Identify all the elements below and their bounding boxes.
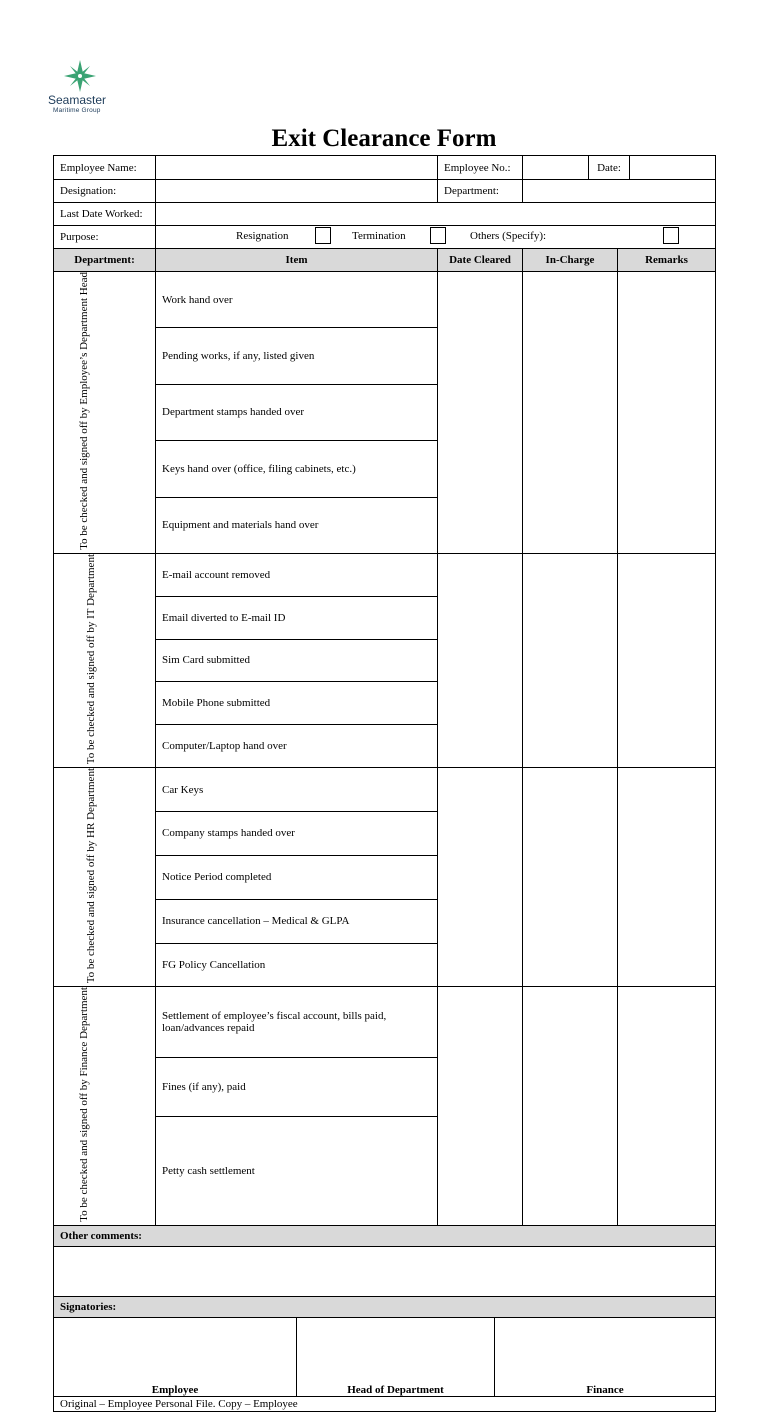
item-row: Equipment and materials hand over (156, 497, 438, 553)
item-row: Pending works, if any, listed given (156, 328, 438, 384)
logo-name: Seamaster (48, 93, 107, 107)
purpose-options (156, 226, 716, 249)
employee-signature-label: Employee (151, 1384, 199, 1397)
date-cleared-cell[interactable] (438, 768, 523, 987)
last-date-worked-label: Last Date Worked: (54, 203, 156, 226)
section-dept-head-label: To be checked and signed off by Employee’s Department Head (54, 272, 156, 554)
item-row: Insurance cancellation – Medical & GLPA (156, 899, 438, 943)
in-charge-cell[interactable] (523, 553, 618, 767)
date-cleared-cell[interactable] (438, 272, 523, 554)
item-row: Work hand over (156, 272, 438, 328)
department-field[interactable] (523, 180, 716, 203)
other-comments-field[interactable] (54, 1247, 716, 1297)
item-row: FG Policy Cancellation (156, 943, 438, 987)
section-finance-label: To be checked and signed off by Finance Department (54, 987, 156, 1226)
purpose-label: Purpose: (54, 226, 156, 249)
item-row: Settlement of employee’s fiscal account, bills paid, loan/advances repaid (156, 987, 438, 1057)
item-row: E-mail account removed (156, 553, 438, 596)
other-comments-header: Other comments: (54, 1226, 716, 1247)
head-signature-label: Head of Department (347, 1384, 444, 1397)
others-label: Others (Specify): (470, 230, 547, 242)
employee-name-field[interactable] (156, 156, 438, 180)
head-signature[interactable] (297, 1318, 495, 1396)
employee-no-label: Employee No.: (438, 156, 523, 180)
section-hr-label: To be checked and signed off by HR Department (54, 768, 156, 987)
page-title: Exit Clearance Form (271, 125, 497, 152)
department-label: Department: (438, 180, 523, 203)
date-cleared-cell[interactable] (438, 987, 523, 1226)
item-row: Company stamps handed over (156, 811, 438, 855)
remarks-cell[interactable] (618, 987, 716, 1226)
item-row: Notice Period completed (156, 855, 438, 899)
last-date-worked-field[interactable] (156, 203, 716, 226)
date-label: Date: (589, 156, 630, 179)
in-charge-cell[interactable] (523, 768, 618, 987)
col-in-charge: In-Charge (523, 249, 618, 272)
others-checkbox[interactable] (663, 227, 679, 244)
termination-label: Termination (352, 230, 406, 242)
item-row: Sim Card submitted (156, 639, 438, 682)
remarks-cell[interactable] (618, 553, 716, 767)
item-row: Computer/Laptop hand over (156, 725, 438, 768)
item-row: Keys hand over (office, filing cabinets, etc.) (156, 441, 438, 497)
item-row: Fines (if any), paid (156, 1057, 438, 1117)
item-row: Email diverted to E-mail ID (156, 596, 438, 639)
exit-clearance-table (53, 155, 716, 1412)
employee-no-field[interactable] (523, 156, 589, 180)
item-row: Car Keys (156, 768, 438, 812)
col-item: Item (156, 249, 438, 272)
designation-field[interactable] (156, 180, 438, 203)
date-cell (589, 156, 716, 180)
signature-row (54, 1318, 716, 1397)
col-department: Department: (54, 249, 156, 272)
termination-checkbox[interactable] (430, 227, 446, 244)
remarks-cell[interactable] (618, 768, 716, 987)
item-row: Petty cash settlement (156, 1117, 438, 1226)
in-charge-cell[interactable] (523, 987, 618, 1226)
item-row: Department stamps handed over (156, 384, 438, 440)
col-remarks: Remarks (618, 249, 716, 272)
date-cleared-cell[interactable] (438, 553, 523, 767)
resignation-checkbox[interactable] (315, 227, 331, 244)
employee-name-label: Employee Name: (54, 156, 156, 180)
finance-signature[interactable] (495, 1318, 715, 1396)
col-date-cleared: Date Cleared (438, 249, 523, 272)
signatories-header: Signatories: (54, 1297, 716, 1318)
finance-signature-label: Finance (586, 1384, 624, 1397)
designation-label: Designation: (54, 180, 156, 203)
resignation-label: Resignation (236, 230, 289, 242)
remarks-cell[interactable] (618, 272, 716, 554)
date-field[interactable] (630, 156, 715, 179)
in-charge-cell[interactable] (523, 272, 618, 554)
section-it-label: To be checked and signed off by IT Department (54, 553, 156, 767)
logo-tagline: Maritime Group (53, 107, 101, 114)
footer-note: Original – Employee Personal File. Copy – Employee (54, 1397, 716, 1412)
employee-signature[interactable] (54, 1318, 297, 1396)
item-row: Mobile Phone submitted (156, 682, 438, 725)
